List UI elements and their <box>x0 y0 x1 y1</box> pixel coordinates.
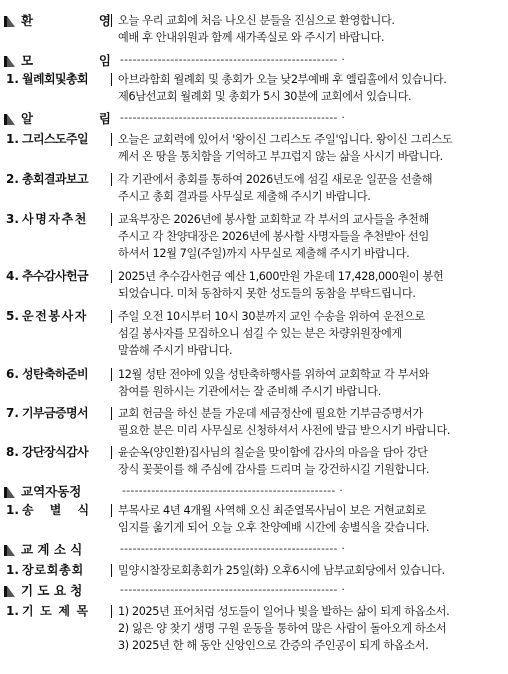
item-number: 2. <box>6 172 19 186</box>
dashed-rule: ---------------------------------------------------- · <box>120 54 346 66</box>
section-title-clergy-news: 교역자동정 <box>21 484 82 499</box>
item-label: 운전봉사자 <box>22 309 88 323</box>
item-number: 7. <box>6 406 19 420</box>
welcome-text <box>118 12 492 46</box>
text-line: 주시고 각 찬양대장은 2026년에 봉사할 사명자들을 추천받아 선임 <box>118 230 429 243</box>
label-divider <box>111 407 112 420</box>
item-text <box>118 171 492 205</box>
item-label: 강단장식감사 <box>22 445 88 459</box>
item-label: 기부금증명서 <box>22 406 88 420</box>
dashed-rule: ---------------------------------------------------- · <box>120 543 346 555</box>
text-line: 교회 헌금을 하신 분들 가운데 세금정산에 필요한 기부금증명서가 <box>118 407 423 420</box>
label-divider <box>111 564 112 577</box>
label-divider <box>111 133 112 146</box>
dashed-rule: ---------------------------------------------------- · <box>120 584 346 596</box>
text-line: 윤순옥(양인환)집사님의 칠순을 맞이함에 감사의 마음을 담아 강단 <box>118 446 428 459</box>
label-divider <box>111 213 112 226</box>
label-divider <box>111 14 112 27</box>
item-text <box>118 268 492 302</box>
item-number: 1. <box>6 132 19 146</box>
item-label: 그리스도주일 <box>22 132 88 146</box>
text-line: 2) 잃은 양 찾기 생명 구원 운동을 통하여 많은 사람이 돌아오게 하소서 <box>118 622 447 635</box>
text-line: 3) 2025년 한 해 동안 신앙인으로 간증의 주인공이 되게 하옵소서. <box>118 639 429 652</box>
label-divider <box>111 173 112 186</box>
dashed-rule: ---------------------------------------------------- · <box>120 112 346 124</box>
item-label: 사명자추천 <box>22 212 88 226</box>
text-line: 아브라함회 월례회 및 총회가 오늘 낮2부예배 후 엘림홀에서 있습니다. <box>118 73 447 86</box>
item-label: 장로회총회 <box>22 563 84 577</box>
text-line: 부목사로 4년 4개월 사역해 오신 최준열목사님이 보은 거현교회로 <box>118 504 426 517</box>
label-divider <box>111 310 112 323</box>
section-church-news-header <box>0 541 508 559</box>
item-label: 총회결과보고 <box>22 172 88 186</box>
text-line: 임지를 옮기게 되어 오늘 오후 찬양예배 시간에 송별식을 갖습니다. <box>118 521 430 534</box>
text-line: 12월 성탄 전야에 있을 성탄축하행사를 위하여 교회학교 각 부서와 <box>118 368 430 381</box>
label-divider <box>111 446 112 459</box>
item-text <box>118 444 492 478</box>
section-title-gathering: 모 임 <box>21 53 111 68</box>
item-label: 기 도 제 목 <box>22 604 90 618</box>
item-text <box>118 366 492 400</box>
item-text <box>118 71 492 105</box>
section-announcements-header <box>0 110 508 128</box>
text-line: 섬길 봉사자를 모집하오니 섬길 수 있는 분은 차량위원장에게 <box>118 327 402 340</box>
text-line: 께서 온 땅을 통치함을 기억하고 부끄럽지 않는 삶을 사시기 바랍니다. <box>118 150 443 163</box>
item-text <box>118 308 492 359</box>
item-label: 성탄축하준비 <box>22 367 88 381</box>
text-line: 교육부장은 2026년에 봉사할 교회학교 각 부서의 교사들을 추천해 <box>118 213 429 226</box>
text-line: 밀양시찰장로회총회가 25일(화) 오후6시에 남부교회당에서 있습니다. <box>118 564 445 577</box>
text-line: 주일 오전 10시부터 10시 30분까지 교인 수송을 위하여 운전으로 <box>118 310 425 323</box>
section-marker-icon <box>4 487 15 498</box>
item-text <box>118 603 492 654</box>
text-line: 2025년 추수감사헌금 예산 1,600만원 가운데 17,428,000원이 봉헌 <box>118 270 444 283</box>
item-text <box>118 502 492 536</box>
item-number: 1. <box>6 563 19 577</box>
item-number: 8. <box>6 445 19 459</box>
item-number: 1. <box>6 604 19 618</box>
text-line: 오늘 우리 교회에 처음 나오신 분들을 진심으로 환영합니다. <box>118 14 395 27</box>
label-divider <box>111 368 112 381</box>
text-line: 장식 꽃꽂이를 해 주심에 감사를 드리며 늘 강건하시길 기원합니다. <box>118 463 430 476</box>
item-number: 3. <box>6 212 19 226</box>
dashed-rule: --------------------------------------------------- · <box>122 485 344 497</box>
section-title-announcements: 알 림 <box>21 111 111 126</box>
item-label: 추수감사헌금 <box>22 269 88 283</box>
text-line: 제6남선교회 월례회 및 총회가 5시 30분에 교회에서 있습니다. <box>118 90 412 103</box>
item-text <box>118 211 492 262</box>
text-line: 각 기관에서 총회를 통하여 2026년도에 섬길 새로운 일꾼을 선출해 <box>118 173 433 186</box>
item-number: 4. <box>6 269 19 283</box>
section-marker-icon <box>4 16 15 27</box>
item-label: 송 별 식 <box>22 503 96 517</box>
section-marker-icon <box>4 114 15 125</box>
section-gathering-header <box>0 52 508 70</box>
item-number: 1. <box>6 503 19 517</box>
item-text <box>118 562 492 579</box>
section-prayer-header <box>0 582 508 600</box>
label-divider <box>111 605 112 618</box>
section-marker-icon <box>4 586 15 597</box>
item-text <box>118 405 492 439</box>
text-line: 참여를 원하시는 기관에서는 잘 준비해 주시기 바랍니다. <box>118 385 381 398</box>
section-marker-icon <box>4 545 15 556</box>
item-text <box>118 131 492 165</box>
text-line: 1) 2025년 표어처럼 성도들이 일어나 빛을 발하는 삶이 되게 하옵소서. <box>118 605 450 618</box>
text-line: 되었습니다. 미처 동참하지 못한 성도들의 동참을 부탁드립니다. <box>118 287 416 300</box>
section-welcome-header <box>0 12 508 44</box>
item-number: 6. <box>6 367 19 381</box>
section-clergy-news-header <box>0 483 508 501</box>
item-number: 1. <box>6 72 19 86</box>
item-number: 5. <box>6 309 19 323</box>
item-label: 월례회및총회 <box>22 72 88 86</box>
section-title-church-news: 교 계 소 식 <box>21 542 83 557</box>
text-line: 오늘은 교회력에 있어서 '왕이신 그리스도 주일'입니다. 왕이신 그리스도 <box>118 133 453 146</box>
section-title-welcome: 환 영 <box>21 13 111 28</box>
section-marker-icon <box>4 56 15 67</box>
text-line: 필요한 분은 미리 사무실로 신청하셔서 사전에 발급 받으시기 바랍니다. <box>118 424 451 437</box>
section-title-prayer: 기 도 요 청 <box>21 583 83 598</box>
text-line: 예배 후 안내위원과 함께 새가족실로 와 주시기 바랍니다. <box>118 31 385 44</box>
label-divider <box>111 270 112 283</box>
text-line: 주시고 총회 결과를 사무실로 제출해 주시기 바랍니다. <box>118 190 371 203</box>
label-divider <box>111 73 112 86</box>
label-divider <box>111 504 112 517</box>
text-line: 하셔서 12월 7일(주일)까지 사무실로 제출해 주시기 바랍니다. <box>118 247 410 260</box>
text-line: 말씀해 주시기 바랍니다. <box>118 344 233 357</box>
